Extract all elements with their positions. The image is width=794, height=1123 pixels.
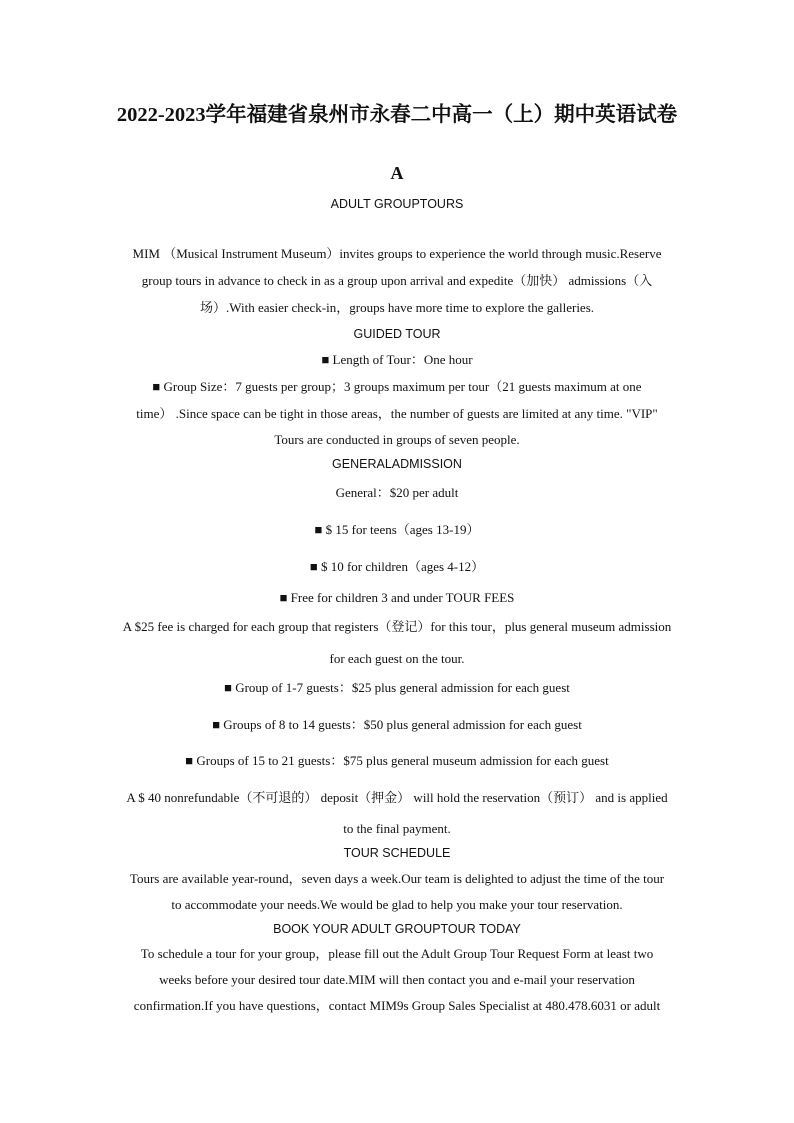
paragraph-line: confirmation.If you have questions，contact MIM9s Group Sales Specialist at 480.478.6031 or adult [133,998,661,1013]
heading-book-tour: BOOK YOUR ADULT GROUPTOUR TODAY [273,922,521,936]
heading-tour-schedule: TOUR SCHEDULE [343,846,451,860]
list-item: ■ Length of Tour：One hour [321,352,473,367]
page-title: 2022-2023学年福建省泉州市永春二中高一（上）期中英语试卷 [116,104,678,126]
paragraph-line: General：$20 per adult [335,485,459,500]
paragraph-line: A $ 40 nonrefundable（不可退的） deposit（押金） will hold the reservation（预订） and is applied [126,790,668,805]
paragraph-line: for each guest on the tour. [329,651,465,666]
list-item: ■ Group of 1-7 guests：$25 plus general admission for each guest [224,680,570,695]
list-item: ■ Group Size：7 guests per group；3 groups maximum per tour（21 guests maximum at one [152,379,642,394]
list-item: ■ Groups of 15 to 21 guests：$75 plus general museum admission for each guest [185,753,609,768]
list-item: ■ Free for children 3 and under TOUR FEES [279,590,515,605]
section-letter: A [390,163,404,183]
paragraph-line: 场）.With easier check-in，groups have more time to explore the galleries. [199,300,595,315]
paragraph-line: to the final payment. [343,821,451,836]
paragraph-line: to accommodate your needs.We would be glad to help you make your tour reservation. [171,897,623,912]
paragraph-line: weeks before your desired tour date.MIM will then contact you and e-mail your reservation [159,972,635,987]
heading-guided-tour: GUIDED TOUR [353,327,441,341]
list-item: ■ Groups of 8 to 14 guests：$50 plus general admission for each guest [212,717,582,732]
paragraph-line: To schedule a tour for your group，please fill out the Adult Group Tour Request Form at least two [140,946,654,961]
paragraph-line: Tours are conducted in groups of seven people. [274,432,520,447]
paragraph-line: A $25 fee is charged for each group that registers（登记）for this tour，plus general museum admission [122,619,672,634]
heading-general-admission: GENERALADMISSION [332,457,462,471]
list-item: ■ $ 10 for children（ages 4-12） [309,559,485,574]
paragraph-line: group tours in advance to check in as a group upon arrival and expedite（加快） admissions（入 [141,273,653,288]
list-item: ■ $ 15 for teens（ages 13-19） [314,522,480,537]
heading-adult-group-tours: ADULT GROUPTOURS [330,197,464,211]
paragraph-line: Tours are available year-round，seven days a week.Our team is delighted to adjust the time of the tour [129,871,665,886]
paragraph-line: MIM （Musical Instrument Museum）invites groups to experience the world through music.Reserve [132,246,662,261]
paragraph-line: time） .Since space can be tight in those areas，the number of guests are limited at any time. "VIP" [136,406,658,421]
